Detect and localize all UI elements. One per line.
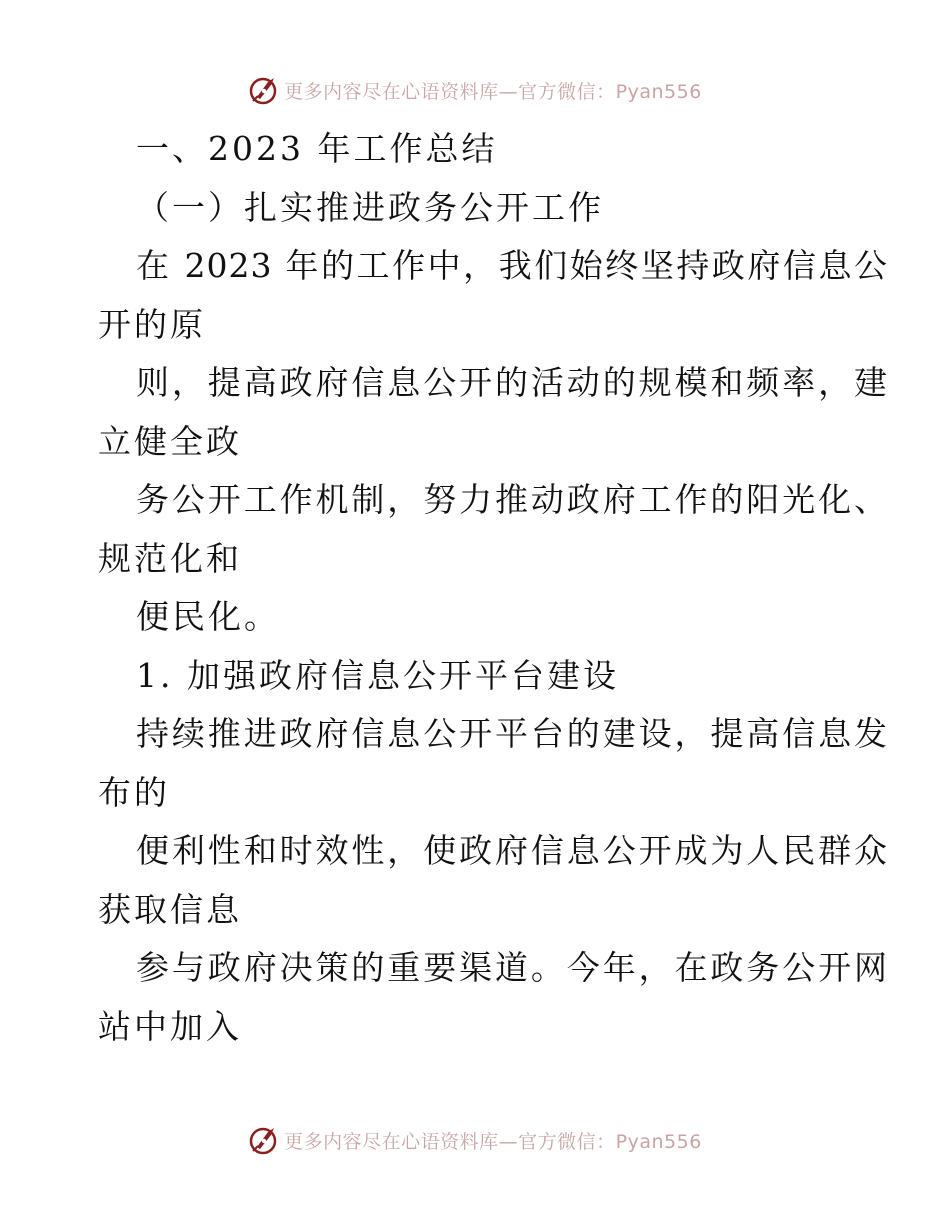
footer-banner-text: 更多内容尽在心语资料库—官方微信：Pyan556 <box>284 1130 702 1153</box>
header-banner <box>0 70 950 110</box>
text-line: 持续推进政府信息公开平台的建设，提高信息发 <box>136 714 888 753</box>
pen-nib-circle-icon <box>248 74 280 106</box>
pen-nib-circle-icon <box>248 1124 280 1156</box>
text-line: 务公开工作机制，努力推动政府工作的阳光化、 <box>136 480 888 519</box>
header-banner-text: 更多内容尽在心语资料库—官方微信：Pyan556 <box>284 80 702 103</box>
text-line: 立健全政 <box>98 421 242 461</box>
text-line: 一、2023 年工作总结 <box>136 129 498 168</box>
text-line: 在 2023 年的工作中，我们始终坚持政府信息公 <box>136 246 888 285</box>
text-line: 参与政府决策的重要渠道。今年，在政务公开网 <box>136 948 888 987</box>
text-line: （一）扎实推进政务公开工作 <box>136 187 604 227</box>
text-line: 获取信息 <box>98 889 242 929</box>
document-body <box>98 120 888 1056</box>
text-line: 站中加入 <box>98 1006 242 1046</box>
text-line: 规范化和 <box>98 538 242 578</box>
text-line: 便利性和时效性，使政府信息公开成为人民群众 <box>136 831 888 870</box>
text-line: 布的 <box>98 772 170 812</box>
footer-banner <box>0 1120 950 1160</box>
text-line: 则，提高政府信息公开的活动的规模和频率，建 <box>136 363 888 402</box>
text-line: 1. 加强政府信息公开平台建设 <box>136 655 619 695</box>
text-line: 便民化。 <box>136 597 280 636</box>
text-line: 开的原 <box>98 304 206 344</box>
